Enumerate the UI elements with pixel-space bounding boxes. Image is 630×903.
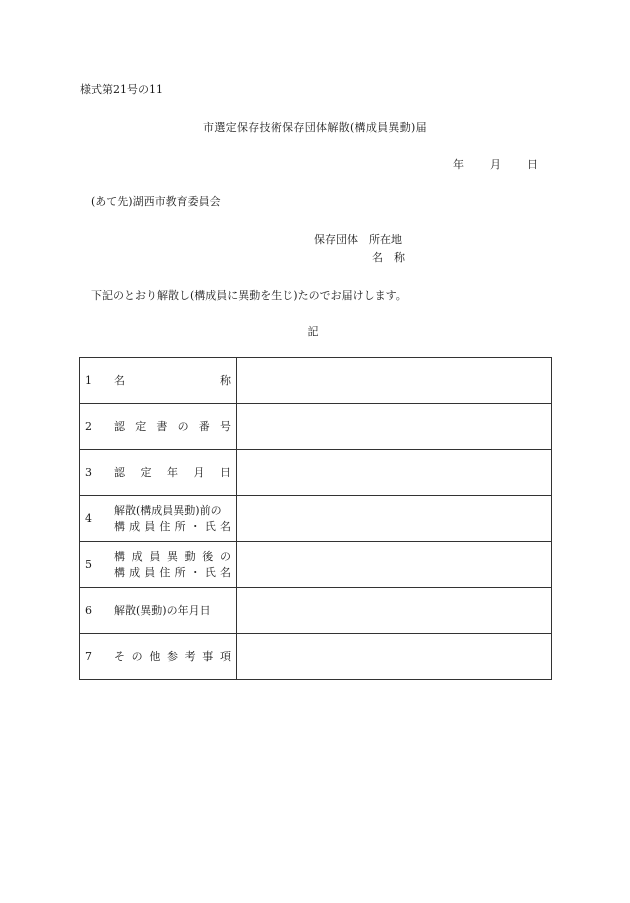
record-table [79, 357, 552, 680]
date-line [453, 156, 538, 172]
row-number: 1 [85, 374, 92, 387]
row-label [114, 503, 231, 535]
row-label-cell [80, 450, 237, 496]
table-row [80, 588, 552, 634]
form-number: 様式第21号の11 [80, 83, 163, 96]
organization-name-label: 名 称 [372, 251, 405, 264]
row-label [114, 549, 231, 581]
table-row [80, 404, 552, 450]
row-label: 認 定 年 月 日 [114, 465, 231, 479]
row-label-line: 構 成 員 住 所 ・ 氏 名 [114, 565, 231, 579]
organization-address-label: 保存団体 所在地 [314, 233, 402, 246]
table-row [80, 358, 552, 404]
row-label: 名 称 [114, 373, 231, 387]
row-label-cell [80, 358, 237, 404]
row-number: 7 [85, 650, 92, 663]
row-value-cell[interactable] [237, 404, 552, 450]
row-value-cell[interactable] [237, 358, 552, 404]
row-value-cell[interactable] [237, 450, 552, 496]
row-value-cell[interactable] [237, 634, 552, 680]
row-label-cell [80, 404, 237, 450]
row-value-cell[interactable] [237, 542, 552, 588]
row-label-line: 構 成 員 住 所 ・ 氏 名 [114, 519, 231, 533]
table-row [80, 634, 552, 680]
row-value-cell[interactable] [237, 588, 552, 634]
row-label: 認 定 書 の 番 号 [114, 419, 231, 433]
ki-heading: 記 [307, 325, 319, 338]
row-label-cell [80, 588, 237, 634]
row-number: 2 [85, 420, 92, 433]
body-text: 下記のとおり解散し(構成員に異動を生じ)たのでお届けします。 [91, 289, 407, 302]
table-row [80, 496, 552, 542]
addressee: (あて先)湖西市教育委員会 [91, 195, 221, 208]
row-label-cell [80, 634, 237, 680]
row-label-line: 解散(構成員異動)前の [114, 503, 222, 517]
table-row [80, 450, 552, 496]
row-label: そ の 他 参 考 事 項 [114, 649, 231, 663]
row-label-cell [80, 496, 237, 542]
document-title: 市選定保存技術保存団体解散(構成員異動)届 [203, 121, 427, 134]
row-number: 3 [85, 466, 92, 479]
date-month-label: 月 [490, 158, 501, 171]
table-row [80, 542, 552, 588]
row-label-cell [80, 542, 237, 588]
row-label-line: 構 成 員 異 動 後 の [114, 549, 231, 563]
row-number: 6 [85, 604, 92, 617]
row-label: 解散(異動)の年月日 [114, 603, 211, 617]
row-number: 4 [85, 512, 92, 525]
date-day-label: 日 [527, 158, 538, 171]
row-value-cell[interactable] [237, 496, 552, 542]
row-number: 5 [85, 558, 92, 571]
date-year-label: 年 [453, 158, 464, 171]
